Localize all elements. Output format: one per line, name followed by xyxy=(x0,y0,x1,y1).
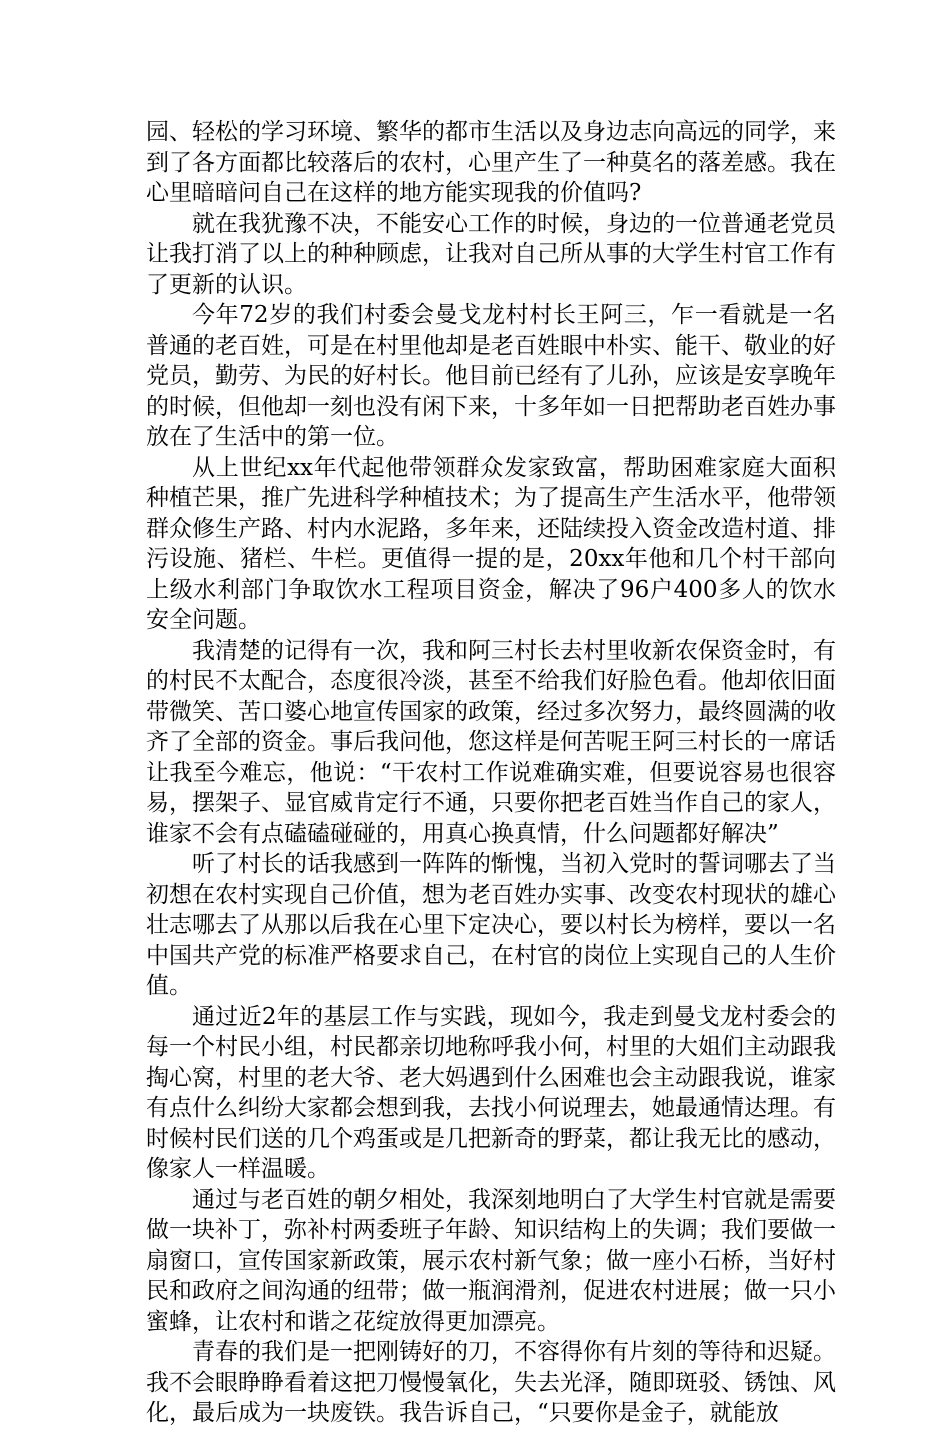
paragraph-1: 园、轻松的学习环境、繁华的都市生活以及身边志向高远的同学，来到了各方面都比较落后的农村，心里产生了一种莫名的落差感。我在心里暗暗问自己在这样的地方能实现我的价值吗? xyxy=(146,119,836,206)
paragraph-4: 从上世纪xx年代起他带领群众发家致富，帮助困难家庭大面积种植芒果，推广先进科学种植技术；为了提高生产生活水平，他带领群众修生产路、村内水泥路，多年来，还陆续投入资金改造村道、排污设施、猪栏、牛栏。更值得一提的是，20xx年他和几个村干部向上级水利部门争取饮水工程项目资金，解决了96户400多人的饮水安全问题。 xyxy=(146,454,836,633)
document-body xyxy=(146,117,836,1429)
paragraph-8: 通过与老百姓的朝夕相处，我深刻地明白了大学生村官就是需要做一块补丁，弥补村两委班子年龄、知识结构上的失调；我们要做一扇窗口，宣传国家新政策，展示农村新气象；做一座小石桥，当好村民和政府之间沟通的纽带；做一瓶润滑剂，促进农村进展；做一只小蜜蜂，让农村和谐之花绽放得更加漂亮。 xyxy=(146,1186,836,1335)
paragraph-7: 通过近2年的基层工作与实践，现如今，我走到曼戈龙村委会的每一个村民小组，村民都亲切地称呼我小何，村里的大姐们主动跟我掏心窝，村里的老大爷、老大妈遇到什么困难也会主动跟我说，谁家有点什么纠纷大家都会想到我，去找小何说理去，她最通情达理。有时候村民们送的几个鸡蛋或是几把新奇的野菜，都让我无比的感动，像家人一样温暖。 xyxy=(146,1003,836,1182)
paragraph-5: 我清楚的记得有一次，我和阿三村长去村里收新农保资金时，有的村民不太配合，态度很冷淡，甚至不给我们好脸色看。他却依旧面带微笑、苦口婆心地宣传国家的政策，经过多次努力，最终圆满的收齐了全部的资金。事后我问他，您这样是何苦呢王阿三村长的一席话让我至今难忘，他说：“干农村工作说难确实难，但要说容易也很容易，摆架子、显官威肯定行不通，只要你把老百姓当作自己的家人，谁家不会有点磕磕碰碰的，用真心换真情，什么问题都好解决” xyxy=(146,637,836,847)
paragraph-6: 听了村长的话我感到一阵阵的惭愧，当初入党时的誓词哪去了当初想在农村实现自己价值，想为老百姓办实事、改变农村现状的雄心壮志哪去了从那以后我在心里下定决心，要以村长为榜样，要以一名中国共产党的标准严格要求自己，在村官的岗位上实现自己的人生价值。 xyxy=(146,851,836,999)
paragraph-9: 青春的我们是一把刚铸好的刀，不容得你有片刻的等待和迟疑。我不会眼睁睁看着这把刀慢慢氧化，失去光泽，随即斑驳、锈蚀、风化，最后成为一块废铁。我告诉自己，“只要你是金子，就能放 xyxy=(146,1339,836,1426)
paragraph-3: 今年72岁的我们村委会曼戈龙村村长王阿三，乍一看就是一名普通的老百姓，可是在村里他却是老百姓眼中朴实、能干、敬业的好党员，勤劳、为民的好村长。他目前已经有了儿孙，应该是安享晚年的时候，但他却一刻也没有闲下来，十多年如一日把帮助老百姓办事放在了生活中的第一位。 xyxy=(146,302,836,450)
paragraph-2: 就在我犹豫不决，不能安心工作的时候，身边的一位普通老党员让我打消了以上的种种顾虑，让我对自己所从事的大学生村官工作有了更新的认识。 xyxy=(146,210,836,298)
